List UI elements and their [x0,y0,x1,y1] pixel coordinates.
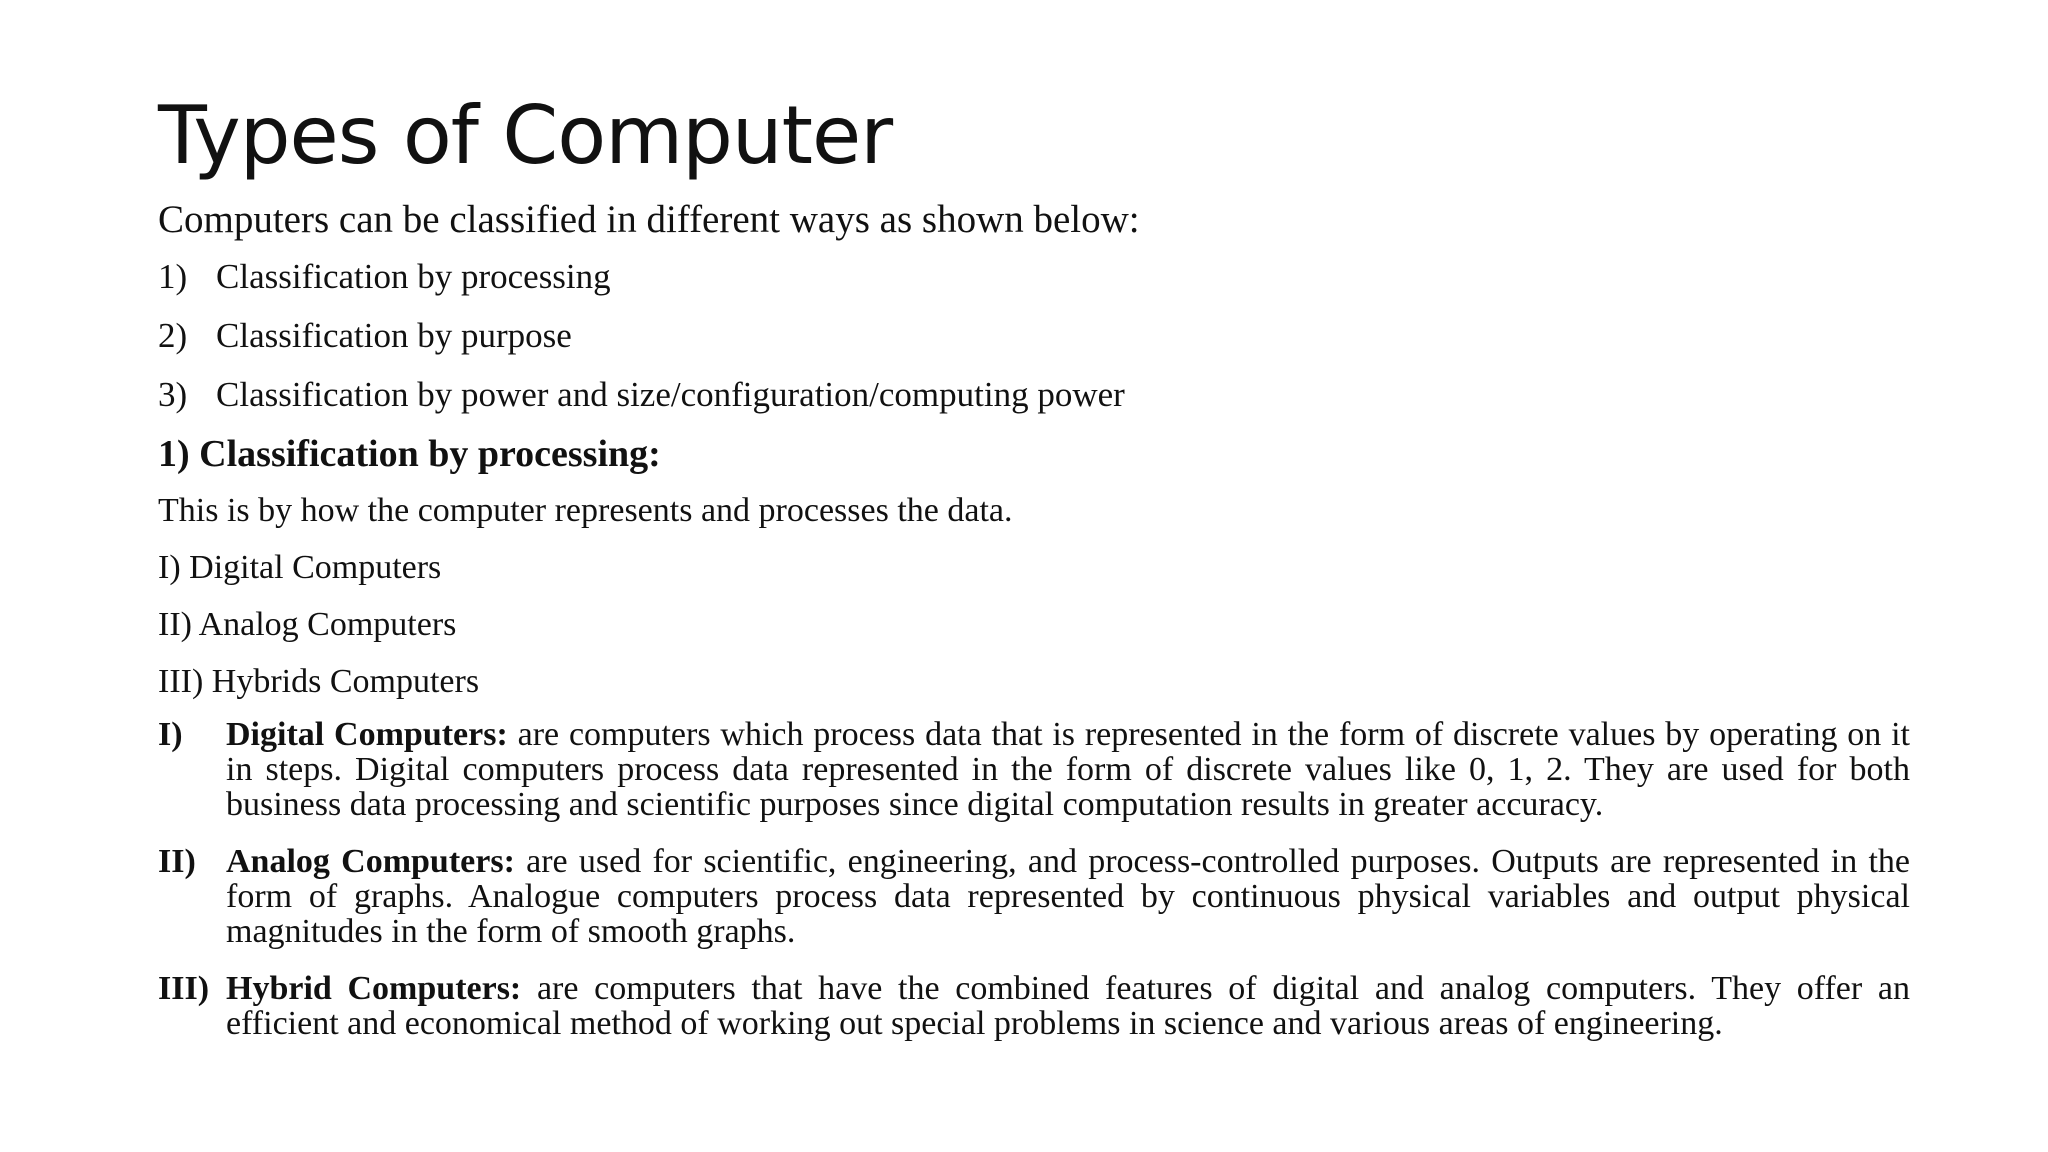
classification-item [158,372,1910,418]
definition-item [158,844,1910,949]
definition-body [226,971,1910,1041]
definition-body [226,717,1910,822]
intro-text: Computers can be classified in different ways as shown below: [158,198,1140,241]
type-item: III) Hybrids Computers [158,663,480,700]
definition-item [158,717,1910,822]
slide-content [158,196,1910,1063]
slide-title: Types of Computer [158,89,893,182]
section-heading: 1) Classification by processing: [158,433,661,475]
classification-text: Classification by purpose [216,316,572,355]
classification-text: Classification by power and size/configuration/computing power [216,375,1125,414]
type-item: I) Digital Computers [158,549,442,586]
definition-text: are used for scientific, engineering, and process-controlled purposes. Outputs are represented in the form of graphs. Analogue computers process data represented by continuous physical variables and output physical magnitudes in the form of smooth graphs. [226,843,1910,950]
definition-term: Analog Computers: [226,843,515,880]
definition-text: are computers which process data that is represented in the form of discrete values by operating on it in steps. Digital computers process data represented in the form of discrete values like 0, 1, 2. They are used for both business data processing and scientific purposes since digital computation results in greater accuracy. [226,716,1910,823]
type-item: II) Analog Computers [158,606,457,643]
definition-term: Digital Computers: [226,716,508,753]
definition-marker: I) [158,716,183,753]
list-marker: 2) [158,316,188,355]
classification-text: Classification by processing [216,257,611,296]
definition-text: are computers that have the combined features of digital and analog computers. They offer an efficient and economical method of working out special problems in science and various areas of engineering. [226,970,1910,1042]
definition-term: Hybrid Computers: [226,970,522,1007]
classification-item [158,254,1910,300]
definition-marker: II) [158,843,196,880]
list-marker: 3) [158,375,188,414]
list-marker: 1) [158,257,188,296]
section-description: This is by how the computer represents and processes the data. [158,492,1013,529]
classification-item [158,313,1910,359]
definition-marker: III) [158,970,210,1007]
definition-item [158,971,1910,1041]
definition-body [226,844,1910,949]
